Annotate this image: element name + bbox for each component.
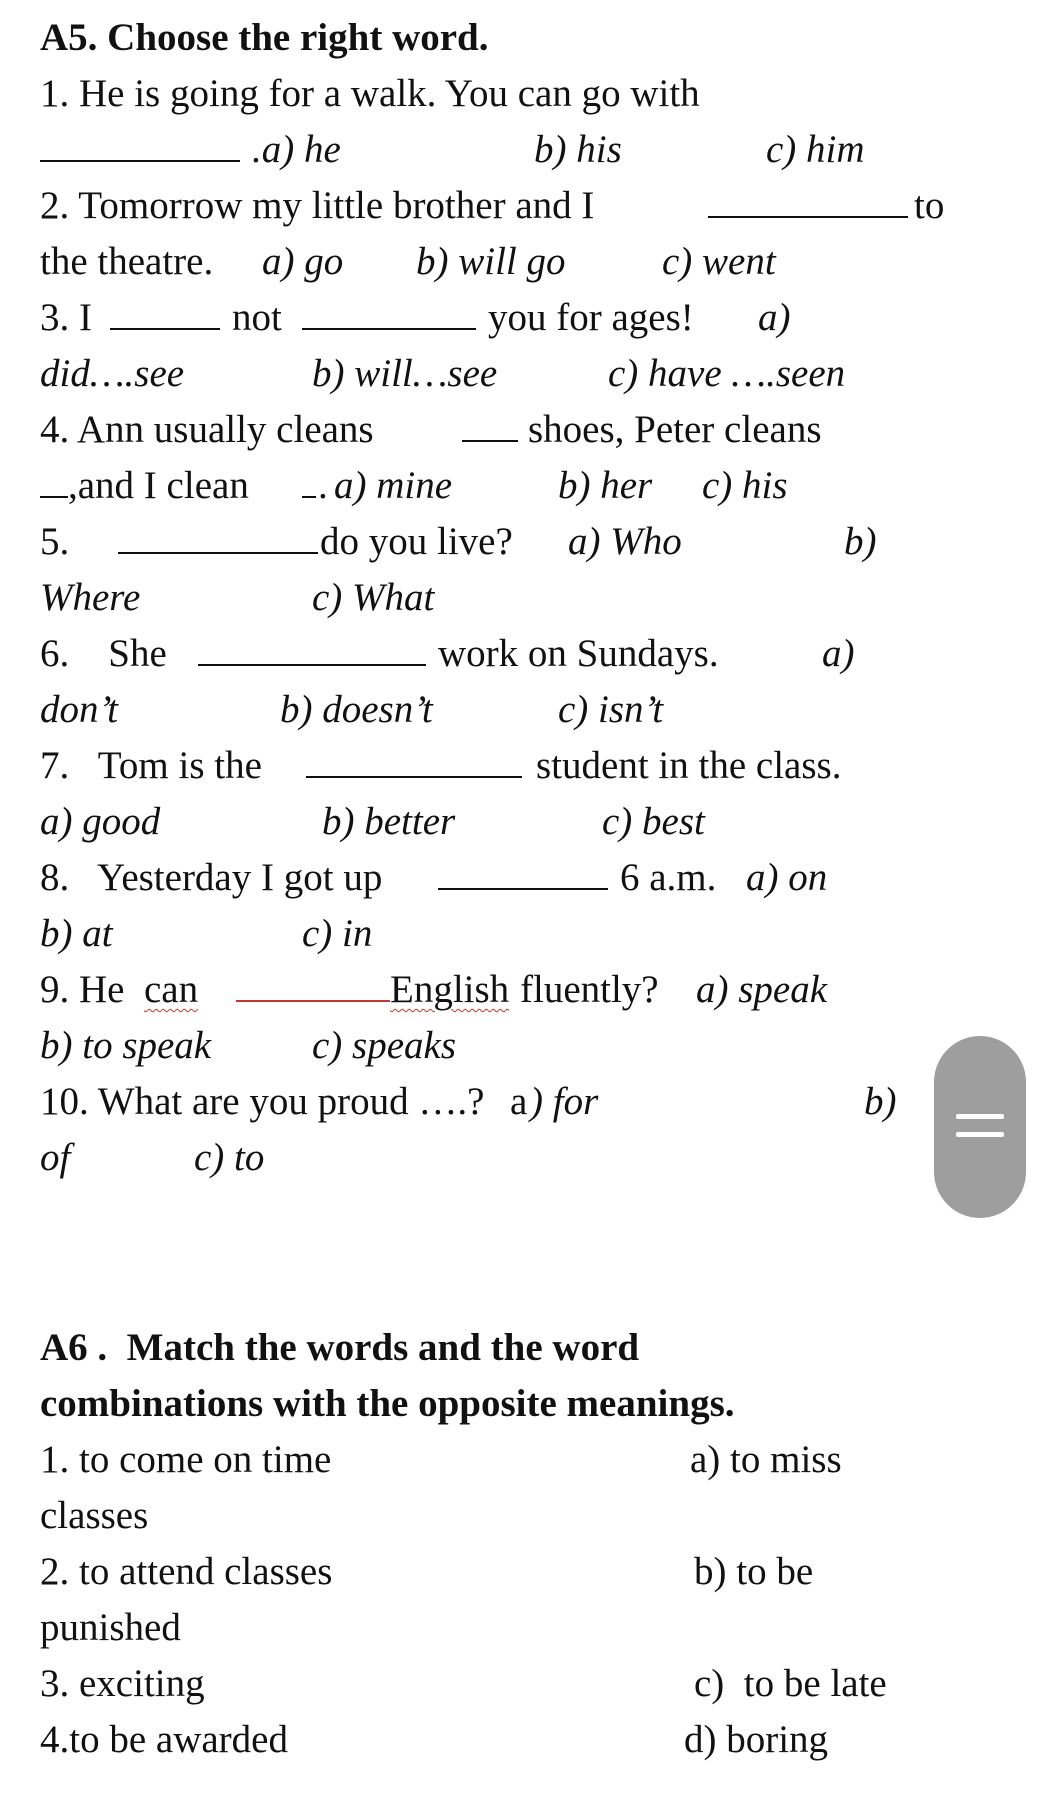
q3-option-b: b) will…see	[312, 352, 498, 395]
q10-option-a: ) for	[530, 1080, 599, 1123]
grip-line	[956, 1114, 1004, 1119]
q8-option-b: b) at	[40, 912, 113, 955]
q7-line2	[40, 794, 920, 850]
q4-line1: 4. Ann usually cleans shoes, Peter cleans	[40, 402, 920, 458]
q6-option-b: b) doesn’t	[280, 688, 433, 731]
q6-option-a: a)	[822, 632, 855, 675]
q1-line1: 1. He is going for a walk. You can go with	[40, 72, 700, 115]
blank	[462, 402, 518, 458]
blank	[708, 178, 908, 234]
q4-option-c: c) his	[702, 464, 788, 507]
q6-option-c: c) isn’t	[558, 688, 664, 731]
a6-title-line1: A6 . Match the words and the word	[40, 1326, 640, 1369]
q5-line2: Where c) What	[40, 570, 920, 626]
q8-line2	[40, 906, 920, 962]
blank	[236, 962, 390, 1018]
q2-option-a: a) go	[262, 240, 344, 283]
q5-option-a: a) Who	[568, 520, 682, 563]
blank	[40, 122, 240, 178]
q9-line1: 9. He can English fluently? a) speak	[40, 962, 920, 1018]
q1-option-c: c) him	[766, 128, 865, 171]
a5-title: A5. Choose the right word.	[40, 16, 489, 59]
q1-option-b: b) his	[534, 128, 622, 171]
blank	[118, 514, 318, 570]
q9-option-b: b) to speak	[40, 1024, 212, 1067]
q9-option-a: a) speak	[696, 968, 828, 1011]
q7-option-a: a) good	[40, 800, 161, 843]
q1-line2	[40, 122, 920, 178]
blank	[302, 290, 476, 346]
q7-option-b: b) better	[322, 800, 456, 843]
q8-option-a: a) on	[746, 856, 828, 899]
q2-option-b: b) will go	[416, 240, 566, 283]
q10-option-c: c) to	[194, 1136, 265, 1179]
q8-option-c: c) in	[302, 912, 373, 955]
a6-row: 1. to come on time a) to miss	[40, 1438, 842, 1481]
q10-line2: of c) to	[40, 1130, 920, 1186]
q3-line1: 3. I not you for ages! a)	[40, 290, 920, 346]
q5-option-c: c) What	[312, 576, 435, 619]
q1-option-a: .a) he	[252, 128, 341, 171]
a6-row: classes	[40, 1494, 149, 1537]
grip-line	[956, 1132, 1004, 1137]
a6-row: punished	[40, 1606, 181, 1649]
a6-row: 4.to be awarded d) boring	[40, 1718, 829, 1761]
q7-option-c: c) best	[602, 800, 705, 843]
q10-line1: 10. What are you proud ….? a ) for b)	[40, 1074, 920, 1130]
q10-option-b: b)	[864, 1080, 897, 1123]
q4-option-b: b) her	[558, 464, 653, 507]
scroll-handle[interactable]	[934, 1036, 1026, 1218]
blank	[40, 458, 68, 514]
q2-option-c: c) went	[662, 240, 776, 283]
a6-title-line2: combinations with the opposite meanings.	[40, 1382, 735, 1425]
q5-line1: 5. do you live? a) Who b)	[40, 514, 920, 570]
blank	[302, 458, 316, 514]
q2-line2: the theatre. a) go b) will go c) went	[40, 234, 920, 290]
q3-option-c: c) have ….seen	[608, 352, 846, 395]
q4-option-a: a) mine	[334, 464, 453, 507]
a6-row: 2. to attend classes b) to be	[40, 1550, 814, 1593]
blank	[306, 738, 522, 794]
blank	[438, 850, 608, 906]
q4-line2: ,and I clean . a) mine b) her c) his	[40, 458, 920, 514]
a6-row: 3. exciting c) to be late	[40, 1662, 887, 1705]
q9-option-c: c) speaks	[312, 1024, 457, 1067]
q2-line1: 2. Tomorrow my little brother and I to	[40, 178, 920, 234]
q3-line2: did….see b) will…see c) have ….seen	[40, 346, 920, 402]
q8-line1: 8. Yesterday I got up 6 a.m. a) on	[40, 850, 920, 906]
blank	[110, 290, 220, 346]
q6-line1: 6. She work on Sundays. a)	[40, 626, 920, 682]
blank	[198, 626, 426, 682]
q9-line2	[40, 1018, 920, 1074]
q3-option-a: a)	[758, 296, 791, 339]
q6-line2: don’t b) doesn’t c) isn’t	[40, 682, 920, 738]
q5-option-b: b)	[844, 520, 877, 563]
q7-line1: 7. Tom is the student in the class.	[40, 738, 920, 794]
